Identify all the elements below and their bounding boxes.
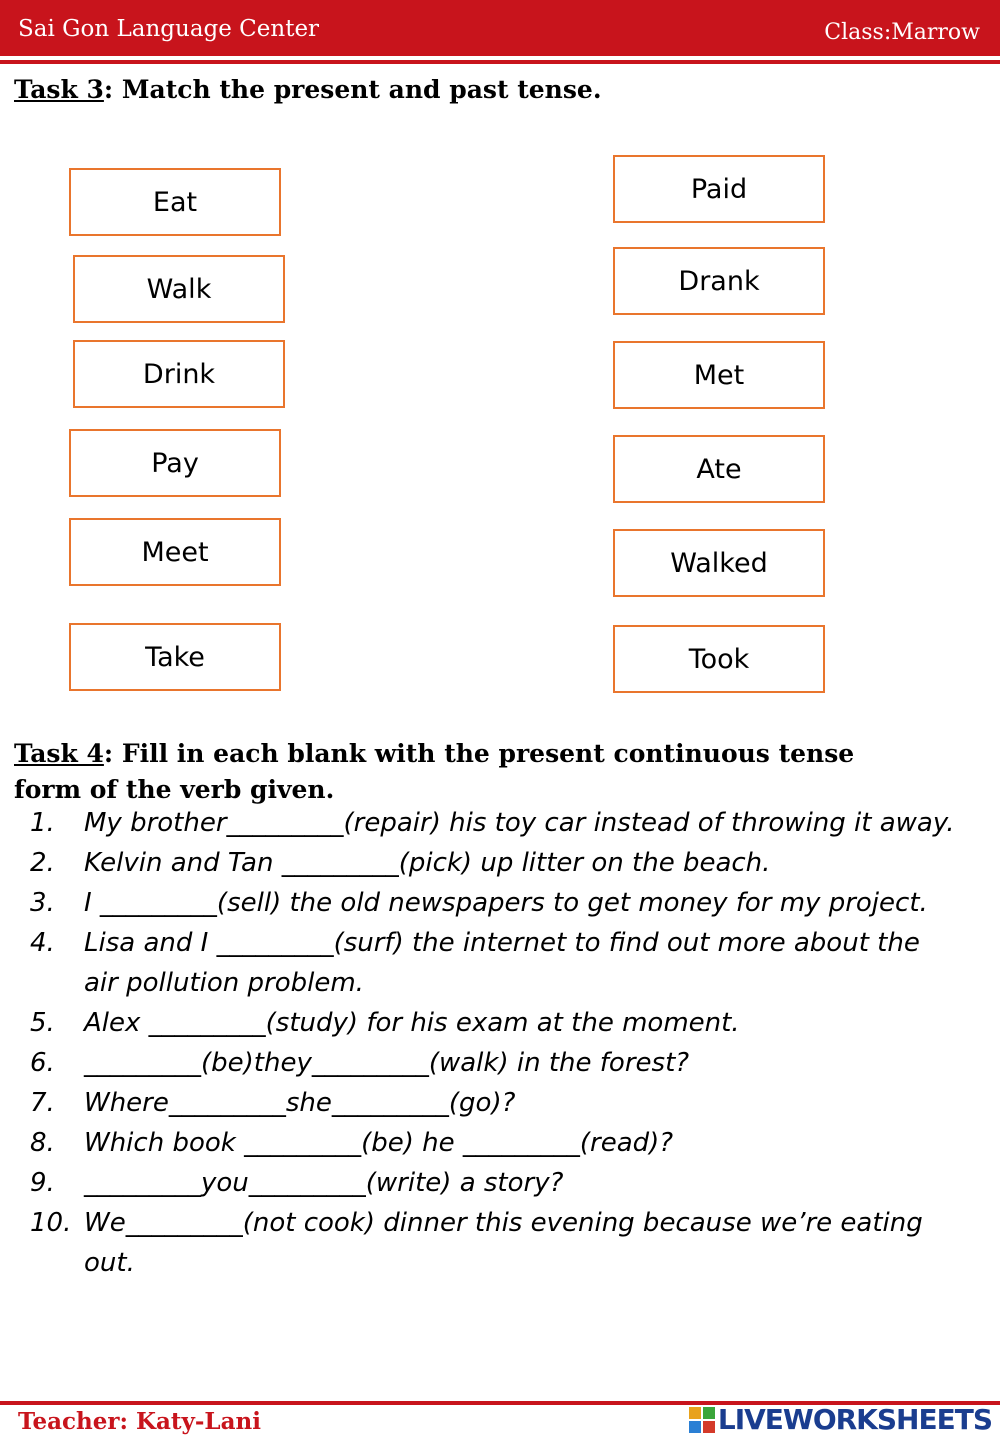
center-name: Sai Gon Language Center <box>18 16 320 42</box>
present-box-eat[interactable] <box>69 168 281 236</box>
question-item[interactable] <box>30 1043 960 1083</box>
present-word: Walk <box>146 273 212 305</box>
question-number: 2. <box>30 848 55 878</box>
question-text: Kelvin and Tan _________(pick) up litter on the beach. <box>84 848 771 878</box>
question-text: We_________(not cook) dinner this evening because we’re eating out. <box>84 1208 923 1278</box>
present-box-meet[interactable] <box>69 518 281 586</box>
question-item[interactable] <box>30 1083 960 1123</box>
present-word: Drink <box>142 358 216 390</box>
task3-label: Task 3 <box>14 75 104 104</box>
question-number: 9. <box>30 1168 55 1198</box>
question-number: 7. <box>30 1088 55 1118</box>
past-word: Drank <box>678 265 760 297</box>
present-word: Take <box>145 641 205 673</box>
brand-name: LIVEWORKSHEETS <box>717 1403 992 1436</box>
past-word: Walked <box>670 547 768 579</box>
present-word: Meet <box>141 536 209 568</box>
question-item[interactable] <box>30 1003 960 1043</box>
task3-instruction: : Match the present and past tense. <box>103 75 602 104</box>
question-list <box>30 803 960 1283</box>
question-number: 8. <box>30 1128 55 1158</box>
question-item[interactable] <box>30 1123 960 1163</box>
task4-label: Task 4 <box>14 739 104 768</box>
question-text: I _________(sell) the old newspapers to get money for my project. <box>84 888 928 918</box>
present-box-drink[interactable] <box>73 340 285 408</box>
past-box-took[interactable] <box>613 625 825 693</box>
past-word: Took <box>688 643 750 675</box>
present-box-take[interactable] <box>69 623 281 691</box>
question-number: 4. <box>30 928 55 958</box>
present-box-walk[interactable] <box>73 255 285 323</box>
class-label: Class:Marrow <box>824 20 980 45</box>
past-box-paid[interactable] <box>613 155 825 223</box>
question-number: 1. <box>30 808 55 838</box>
task3-title <box>14 72 602 108</box>
header-divider <box>0 60 1000 64</box>
present-word: Eat <box>152 186 198 218</box>
task4-title <box>14 736 914 808</box>
past-word: Paid <box>690 173 748 205</box>
question-text: _________you_________(write) a story? <box>84 1168 564 1198</box>
question-number: 10. <box>30 1208 72 1238</box>
present-word: Pay <box>151 447 199 479</box>
question-text: My brother_________(repair) his toy car instead of throwing it away. <box>84 808 955 838</box>
past-box-met[interactable] <box>613 341 825 409</box>
past-box-walked[interactable] <box>613 529 825 597</box>
question-text: Which book _________(be) he _________(read)? <box>84 1128 674 1158</box>
task4-instruction: : Fill in each blank with the present continuous tense form of the verb given. <box>14 739 855 804</box>
past-word: Met <box>693 359 745 391</box>
past-word: Ate <box>696 453 742 485</box>
question-number: 3. <box>30 888 55 918</box>
question-text: Where_________she_________(go)? <box>84 1088 516 1118</box>
question-text: Alex _________(study) for his exam at the moment. <box>84 1008 740 1038</box>
past-box-ate[interactable] <box>613 435 825 503</box>
header-bar <box>0 0 1000 56</box>
question-text: Lisa and I _________(surf) the internet to find out more about the air pollution problem. <box>84 928 920 998</box>
question-item[interactable] <box>30 843 960 883</box>
question-text: _________(be)they_________(walk) in the forest? <box>84 1048 690 1078</box>
liveworksheets-logo <box>689 1403 992 1436</box>
question-item[interactable] <box>30 803 960 843</box>
question-number: 6. <box>30 1048 55 1078</box>
question-item[interactable] <box>30 923 960 1003</box>
liveworksheets-icon <box>689 1407 715 1433</box>
question-item[interactable] <box>30 1163 960 1203</box>
question-item[interactable] <box>30 1203 960 1283</box>
past-box-drank[interactable] <box>613 247 825 315</box>
teacher-name: Teacher: Katy-Lani <box>18 1408 261 1435</box>
present-box-pay[interactable] <box>69 429 281 497</box>
question-number: 5. <box>30 1008 55 1038</box>
question-item[interactable] <box>30 883 960 923</box>
